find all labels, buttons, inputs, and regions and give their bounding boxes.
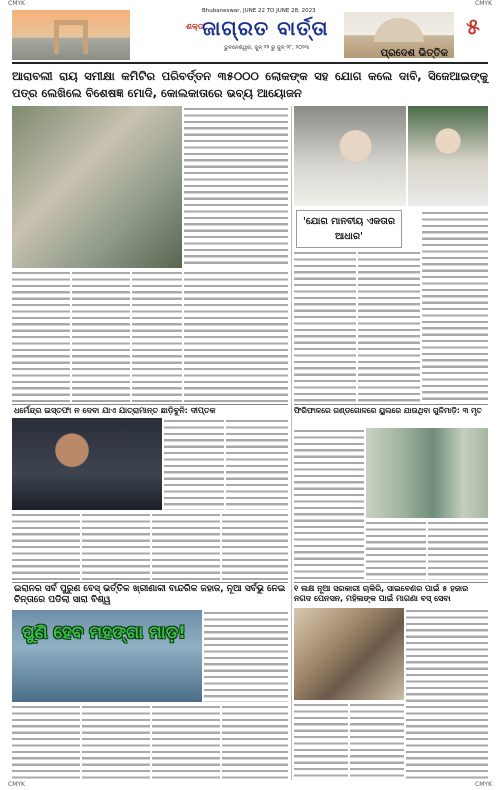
registration-mark-bottom-right: CMYK xyxy=(475,781,492,788)
registration-mark-top-right: CMYK xyxy=(475,0,492,7)
article-text-col xyxy=(152,512,220,580)
article-text-col xyxy=(294,702,348,780)
article-text-col xyxy=(184,106,288,268)
pull-quote: 'ଯୋଗ ମାନବୀୟ ଏକତାର ଆଧାର' xyxy=(296,210,402,248)
ground-photo xyxy=(12,106,182,268)
masthead xyxy=(12,8,488,64)
article-text-col xyxy=(350,702,404,780)
article-text-col xyxy=(204,610,288,702)
article-text-col xyxy=(366,520,426,580)
article-text-col xyxy=(222,704,288,780)
modi-yoga-photo xyxy=(294,106,406,206)
divider xyxy=(12,404,288,405)
meeting-photo xyxy=(294,608,404,700)
registration-mark-bottom-left: CMYK xyxy=(8,781,25,788)
article-text-col xyxy=(152,704,220,780)
article-text-col xyxy=(12,270,70,402)
story4-headline: ଇରାନର ସର୍ବ ପୁରୁଣ ବେସ୍ ଭର୍ତ୍ତିକ ଖ୍ରୀଣାକୀ ବାନ୍ଦରିକ ଜହାଜ, ନୂଆ ସର୍ବଭୁ ନେଇ ଚିନ୍ତାରେ ପଡିଲା ସାରା ବିଶ୍ୱ xyxy=(14,584,286,605)
divider xyxy=(294,404,488,405)
masthead-tag: ଶକ୍ତ xyxy=(186,22,204,31)
india-gate-photo xyxy=(12,10,130,60)
article-text-col xyxy=(164,418,224,510)
article-text-col xyxy=(72,270,130,402)
story3-headline: ଫିରିଫାଳରେ ଗଣ୍ଡଗୋଳରେ ୟୁଲରେ ଯାଉଥିବା ଗୁଳିମାଡ଼ି: ୩ ମୃତ xyxy=(294,406,482,415)
page-number: ୫ xyxy=(466,14,480,40)
article-text-col xyxy=(132,270,182,402)
article-text-col xyxy=(82,704,150,780)
date-line: ଭୁବନେଶ୍ୱର, ଜୁନ୍ ୨୨ ରୁ ଜୁନ୍ ୨୮, ୨୦୨୩ xyxy=(224,45,310,51)
article-text-col xyxy=(294,428,364,528)
newspaper-title: ଜାଗ୍ରତ ବାର୍ତ୍ତା xyxy=(202,16,329,40)
story2-headline: ଧର୍ମେନ୍ଦ୍ର ଇସ୍ତଫା ନ ଦେବା ଯାଏ ଯାତ୍ରାମାନ୍ତ ଛାଡ଼ିବୁନି: ଦୀପ୍ତକ xyxy=(14,406,216,415)
divider xyxy=(12,582,288,583)
article-text-col xyxy=(406,608,488,780)
article-text-col xyxy=(222,512,288,580)
article-text-col xyxy=(358,250,420,402)
article-text-col xyxy=(294,530,364,580)
lead-headline: ଆରାବଲୀ ରାୟ ସମୀକ୍ଷା କମିଟିର ପରିବର୍ତ୍ତନ ୩୫୦୦୦ ଲୋକଙ୍କ ସହ ଯୋଗ କଲେ ଦାବି, ସିଜେଆଇଙ୍କୁ ପତ୍ର ଲେଖିଲେ ବିଶେଷଜ୍ଞ ମୋଦି, କୋଲକାତାରେ ଭବ୍ୟ ଆୟୋଜନ xyxy=(12,69,488,100)
hospital-photo xyxy=(366,428,488,518)
edition-line: Bhubaneswar, JUNE 22 TO JUNE 28, 2023 xyxy=(202,8,316,14)
article-text-col xyxy=(428,520,488,580)
article-text-col xyxy=(226,418,288,510)
ships-photo-overlay: ପୁଣି ହେବ ମହଙ୍ଗା ମାଡ଼! xyxy=(22,623,186,643)
story5-headline: ୧ ଲକ୍ଷ ନୂଆ ସରକାରୀ ଚାକିରି, ସାଇବେଣର ପାଇଁ ୫ ହଜାର ନଗଦ ପେନସନ, ମହିଳାଙ୍କ ପାଇଁ ମାଗଣା ବସ୍ ସେବା xyxy=(294,584,469,603)
article-text-col xyxy=(82,512,150,580)
speaker-photo xyxy=(12,418,162,510)
article-text-col xyxy=(422,210,488,402)
article-text-col xyxy=(184,270,288,402)
modi-event-photo xyxy=(408,106,488,206)
registration-mark-top-left: CMYK xyxy=(8,0,25,7)
article-text-col xyxy=(294,250,356,402)
column-rule xyxy=(291,106,292,780)
article-text-col xyxy=(12,704,80,780)
section-title: ପ୍ରଦେଶ ଭିତ୍ତିକ xyxy=(380,48,448,59)
article-text-col xyxy=(12,512,80,580)
divider xyxy=(294,582,488,583)
